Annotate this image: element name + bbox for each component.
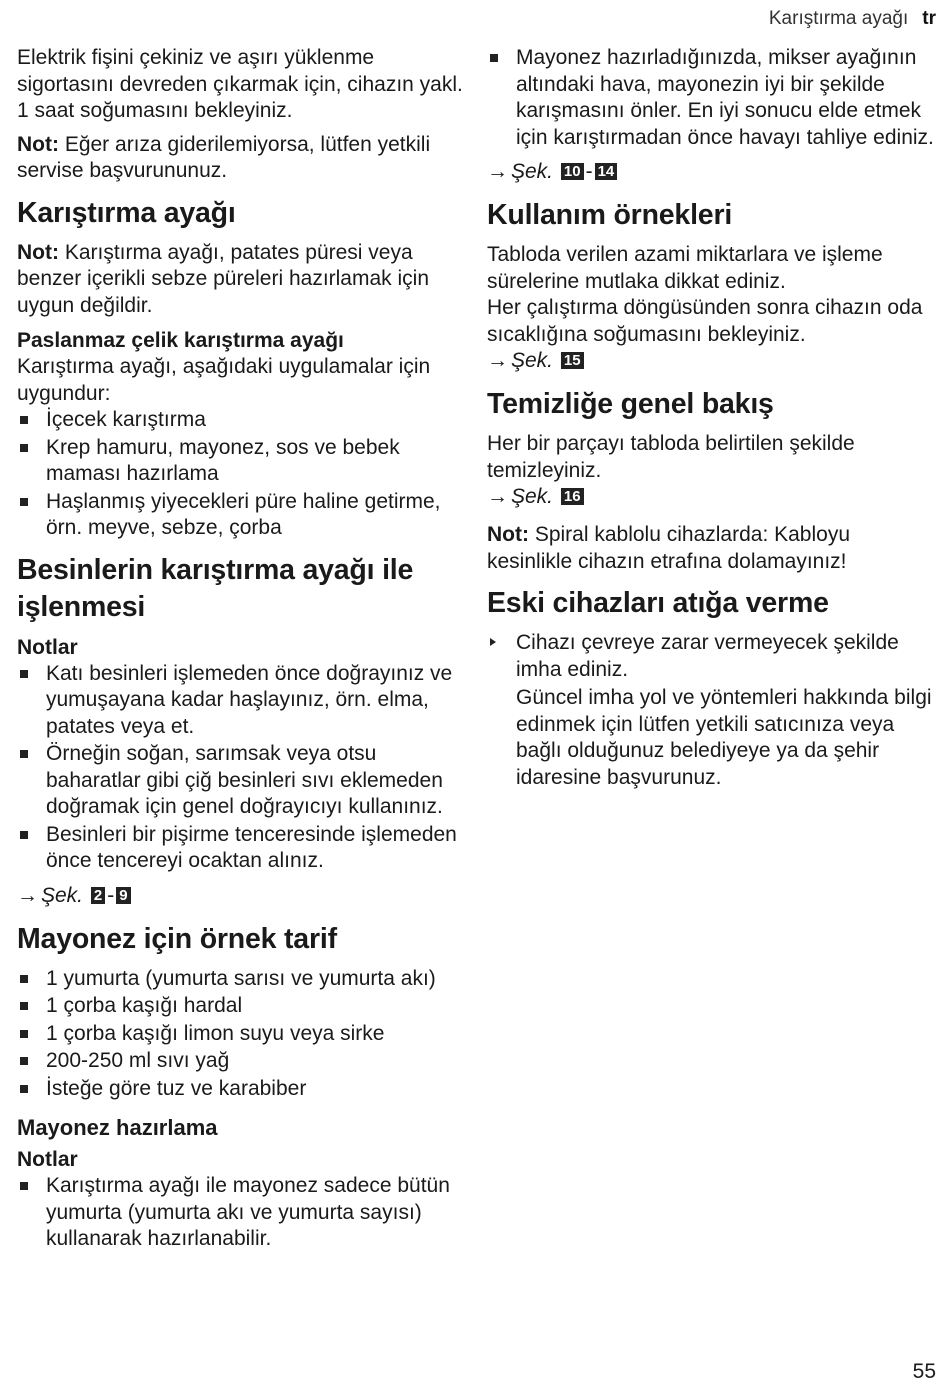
- figure-number-badge: 9: [116, 887, 130, 904]
- bullet-square-icon: [20, 1057, 28, 1065]
- list-item: İçecek karıştırma: [17, 407, 467, 434]
- header-language: tr: [922, 8, 936, 29]
- figure-number-badge: 15: [561, 352, 584, 369]
- bullet-square-icon: [20, 975, 28, 983]
- processing-notes-list: [17, 661, 467, 875]
- figure-reference: → Şek. 2 - 9: [17, 883, 467, 909]
- examples-paragraph: Her çalıştırma döngüsünden sonra cihazın oda sıcaklığına soğumasını bekleyiniz.: [487, 296, 923, 346]
- note-label: Not:: [17, 240, 59, 264]
- figure-number-badge: 10: [561, 163, 584, 180]
- list-item: Örneğin soğan, sarımsak veya otsu baharatlar gibi çiğ besinleri sıvı eklemeden doğramak için genel doğrayıcıyı kullanınız.: [17, 741, 467, 821]
- steel-uses-list: [17, 407, 467, 542]
- prep-notes-list: [17, 1173, 467, 1253]
- note-label: Not:: [17, 132, 59, 156]
- cleaning-paragraph: Her bir parçayı tabloda belirtilen şekilde temizleyiniz.: [487, 432, 855, 482]
- heading-steel-mixer: Paslanmaz çelik karıştırma ayağı: [17, 329, 344, 352]
- intro-paragraph: Elektrik fişini çekiniz ve aşırı yüklenme sigortasını devreden çıkarmak için, cihazın yakl. 1 saat soğumasını bekleyiniz.: [17, 46, 463, 122]
- left-column: [17, 45, 467, 1259]
- list-item: Krep hamuru, mayonez, sos ve bebek maması hazırlama: [17, 435, 467, 488]
- bullet-square-icon: [20, 1182, 28, 1190]
- figure-reference: → Şek. 10 - 14: [487, 159, 935, 185]
- bullet-square-icon: [20, 444, 28, 452]
- heading-cleaning: Temizliğe genel bakış: [487, 388, 774, 420]
- list-item: Besinleri bir pişirme tenceresinde işlemeden önce tencereyi ocaktan alınız.: [17, 822, 467, 875]
- notes-label: Notlar: [17, 1148, 78, 1171]
- heading-mixer: Karıştırma ayağı: [17, 196, 236, 229]
- right-column: [487, 45, 935, 797]
- bullet-square-icon: [20, 831, 28, 839]
- notes-label: Notlar: [17, 635, 78, 659]
- bullet-square-icon: [20, 670, 28, 678]
- steel-intro: Karıştırma ayağı, aşağıdaki uygulamalar için uygundur:: [17, 355, 431, 405]
- note-text: Eğer arıza giderilemiyorsa, lütfen yetkili servise başvurununuz.: [17, 132, 431, 182]
- arrow-right-icon: →: [487, 485, 508, 508]
- figure-number-badge: 14: [595, 163, 618, 180]
- bullet-square-icon: [20, 750, 28, 758]
- list-item: Katı besinleri işlemeden önce doğrayınız ve yumuşayana kadar haşlayınız, örn. elma, patates veya et.: [17, 661, 467, 741]
- figure-number-badge: 2: [91, 887, 105, 904]
- arrow-right-icon: →: [487, 160, 508, 183]
- heading-mayonnaise-prep: Mayonez hazırlama: [17, 1115, 218, 1140]
- bullet-square-icon: [20, 1002, 28, 1010]
- bullet-square-icon: [490, 54, 498, 62]
- list-item: 1 yumurta (yumurta sarısı ve yumurta akı): [17, 966, 467, 993]
- header-section: Karıştırma ayağı: [768, 8, 909, 29]
- note-text: Karıştırma ayağı, patates püresi veya benzer içerikli sebze püreleri hazırlamak için uygun değildir.: [17, 240, 430, 317]
- heading-disposal: Eski cihazları atığa verme: [487, 587, 829, 619]
- heading-processing: Besinlerin karıştırma ayağı ile işlenmesi: [17, 553, 414, 623]
- list-item: Cihazı çevreye zarar vermeyecek şekilde imha ediniz.: [487, 630, 935, 683]
- page-number: 55: [912, 1360, 936, 1383]
- list-item: 200-250 ml sıvı yağ: [17, 1048, 467, 1075]
- bullet-square-icon: [20, 498, 28, 506]
- disposal-paragraph: Güncel imha yol ve yöntemleri hakkında bilgi edinmek için lütfen yetkili satıcınıza veya bağlı olduğunuz belediyeye ya da şehir idaresine başvurunuz.: [516, 686, 932, 789]
- heading-recipe: Mayonez için örnek tarif: [17, 922, 337, 955]
- disposal-list: [487, 630, 935, 683]
- figure-reference: → Şek. 15: [487, 348, 935, 374]
- figure-reference: → Şek. 16: [487, 484, 935, 510]
- prep-notes-list-continued: [487, 45, 935, 151]
- list-item: Haşlanmış yiyecekleri püre haline getirme, örn. meyve, sebze, çorba: [17, 489, 467, 542]
- figure-number-badge: 16: [561, 488, 584, 505]
- bullet-square-icon: [20, 1030, 28, 1038]
- list-item: Mayonez hazırladığınızda, mikser ayağının altındaki hava, mayonezin iyi bir şekilde karışmasını önler. En iyi sonucu elde etmek için karıştırmadan önce havayı tahliye ediniz.: [487, 45, 935, 151]
- cleaning-note: [487, 522, 935, 575]
- note-text: Spiral kablolu cihazlarda: Kabloyu kesinlikle cihazın etrafına dolamayınız!: [487, 523, 851, 573]
- triangle-bullet-icon: [490, 638, 496, 646]
- mixer-note: [17, 240, 467, 320]
- bullet-square-icon: [20, 1085, 28, 1093]
- note-label: Not:: [487, 523, 529, 546]
- list-item: 1 çorba kaşığı limon suyu veya sirke: [17, 1021, 467, 1048]
- arrow-right-icon: →: [17, 883, 38, 907]
- running-header: [769, 8, 936, 30]
- intro-note: [17, 132, 467, 185]
- list-item: İsteğe göre tuz ve karabiber: [17, 1076, 467, 1103]
- arrow-right-icon: →: [487, 349, 508, 372]
- list-item: 1 çorba kaşığı hardal: [17, 993, 467, 1020]
- examples-paragraph: Tabloda verilen azami miktarlara ve işleme sürelerine mutlaka dikkat ediniz.: [487, 243, 883, 293]
- list-item: Karıştırma ayağı ile mayonez sadece bütün yumurta (yumurta akı ve yumurta sayısı) kullanarak hazırlanabilir.: [17, 1173, 467, 1253]
- recipe-ingredients-list: [17, 966, 467, 1103]
- heading-usage-examples: Kullanım örnekleri: [487, 199, 733, 231]
- bullet-square-icon: [20, 416, 28, 424]
